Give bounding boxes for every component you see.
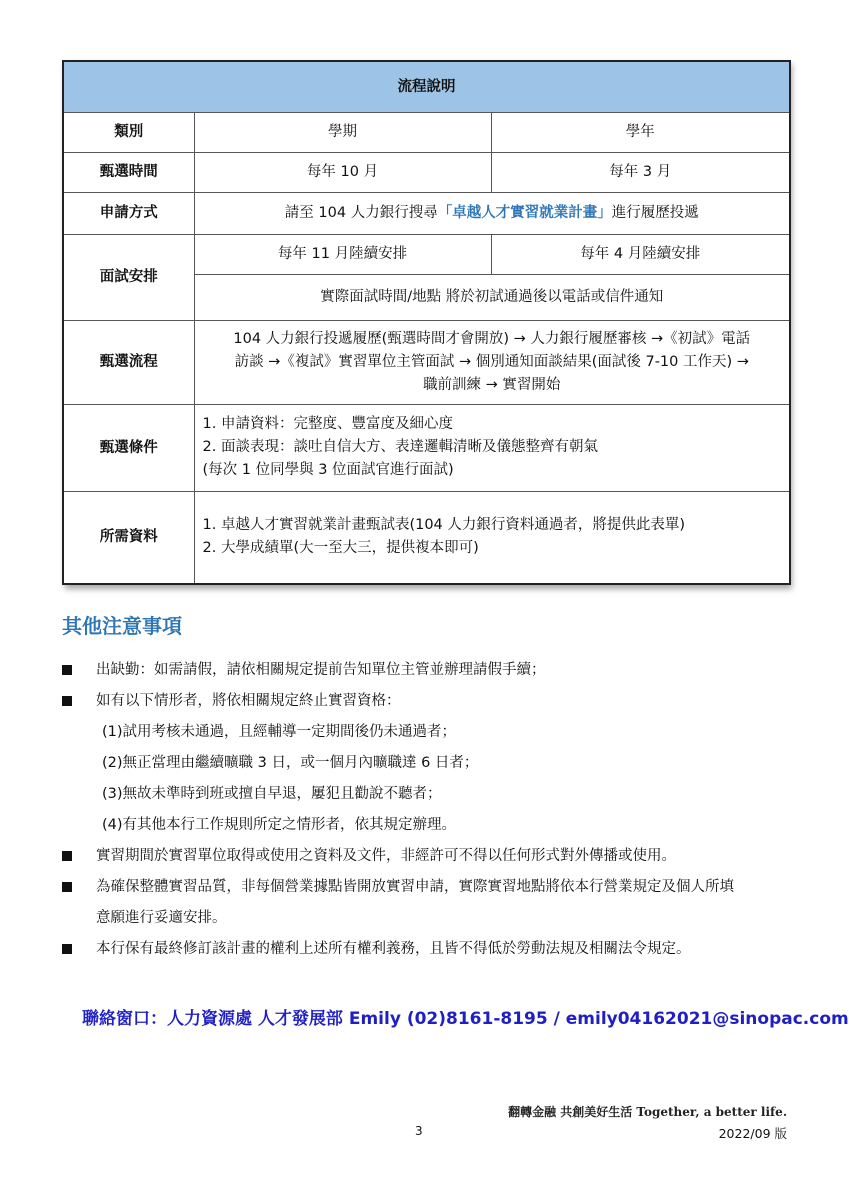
document-version: 2022/09 版 (718, 1126, 787, 1141)
apply-method-text (194, 192, 790, 234)
criteria-list (194, 404, 790, 491)
sub-item: (1)試用考核未通過，且經輔導一定期間後仍未通過者； (102, 724, 457, 740)
category-semester: 學期 (194, 112, 491, 152)
square-bullet-icon (62, 851, 72, 861)
sub-item: (4)有其他本行工作規則所定之情形者，依其規定辦理。 (102, 817, 457, 833)
criteria-line: (每次 1 位同學與 3 位面試官進行面試) (202, 462, 454, 478)
selection-time-year: 每年 3 月 (491, 152, 790, 192)
process-table (62, 60, 791, 585)
interview-semester: 每年 11 月陸續安排 (194, 234, 491, 274)
square-bullet-icon (62, 882, 72, 892)
row-label-interview: 面試安排 (63, 234, 194, 320)
program-name-highlight: 「卓越人才實習就業計畫」 (437, 205, 612, 221)
row-label-apply-method: 申請方式 (63, 192, 194, 234)
note-text: 如有以下情形者，將依相關規定終止實習資格： (96, 693, 401, 709)
process-table-wrapper (62, 60, 789, 585)
footer-slogan: 翻轉金融 共創美好生活 Together, a better life. (508, 1105, 787, 1119)
list-item (62, 655, 792, 686)
apply-text-after: 進行履歷投遞 (611, 205, 699, 221)
process-line: 職前訓練 → 實習開始 (423, 376, 561, 393)
notes-list (62, 655, 792, 965)
process-line: 訪談 →《複試》實習單位主管面試 → 個別通知面談結果(面試後 7-10 工作天) → (234, 353, 749, 370)
selection-time-semester: 每年 10 月 (194, 152, 491, 192)
list-item (62, 686, 792, 717)
note-text: 實習期間於實習單位取得或使用之資料及文件，非經許可不得以任何形式對外傳播或使用。 (96, 848, 676, 864)
row-label-selection-time: 甄選時間 (63, 152, 194, 192)
row-label-documents: 所需資料 (63, 491, 194, 584)
list-item (62, 841, 792, 872)
note-text: 出缺勤：如需請假，請依相關規定提前告知單位主管並辦理請假手續； (96, 662, 546, 678)
note-text-continued: 意願進行妥適安排。 (96, 910, 227, 926)
sub-item: (2)無正當理由繼續曠職 3 日，或一個月內曠職達 6 日者； (102, 755, 479, 771)
square-bullet-icon (62, 665, 72, 675)
note-text: 為確保整體實習品質，非每個營業據點皆開放實習申請，實際實習地點將依本行營業規定及個人所填 (96, 879, 734, 895)
criteria-line: 1. 申請資料：完整度、豐富度及細心度 (202, 416, 453, 432)
square-bullet-icon (62, 696, 72, 706)
table-title: 流程說明 (63, 61, 790, 112)
documents-line: 2. 大學成績單(大一至大三，提供複本即可) (202, 540, 479, 557)
page-number: 3 (415, 1124, 423, 1138)
process-line: 104 人力銀行投遞履歷(甄選時間才會開放) → 人力銀行履歷審核 →《初試》電話 (233, 330, 751, 347)
documents-line: 1. 卓越人才實習就業計畫甄試表(104 人力銀行資料通過者，將提供此表單) (202, 517, 686, 534)
process-steps (194, 320, 790, 404)
interview-year: 每年 4 月陸續安排 (491, 234, 790, 274)
notes-heading: 其他注意事項 (62, 614, 182, 638)
note-text: 本行保有最終修訂該計畫的權利上述所有權利義務，且皆不得低於勞動法規及相關法令規定。 (96, 941, 691, 957)
row-label-criteria: 甄選條件 (63, 404, 194, 491)
list-item (62, 872, 792, 934)
category-year: 學年 (491, 112, 790, 152)
list-item (62, 934, 792, 965)
row-label-category: 類別 (63, 112, 194, 152)
apply-text-before: 請至 104 人力銀行搜尋 (284, 205, 438, 221)
interview-note: 實際面試時間/地點 將於初試通過後以電話或信件通知 (194, 274, 790, 320)
documents-list (194, 491, 790, 584)
contact-info: 聯絡窗口：人力資源處 人才發展部 Emily (02)8161-8195 / emily04162021@sinopac.com (82, 1009, 849, 1029)
criteria-line: 2. 面談表現：談吐自信大方、表達邏輯清晰及儀態整齊有朝氣 (202, 439, 598, 455)
square-bullet-icon (62, 944, 72, 954)
row-label-process: 甄選流程 (63, 320, 194, 404)
sub-item: (3)無故未準時到班或擅自早退，屢犯且勸說不聽者； (102, 786, 442, 802)
